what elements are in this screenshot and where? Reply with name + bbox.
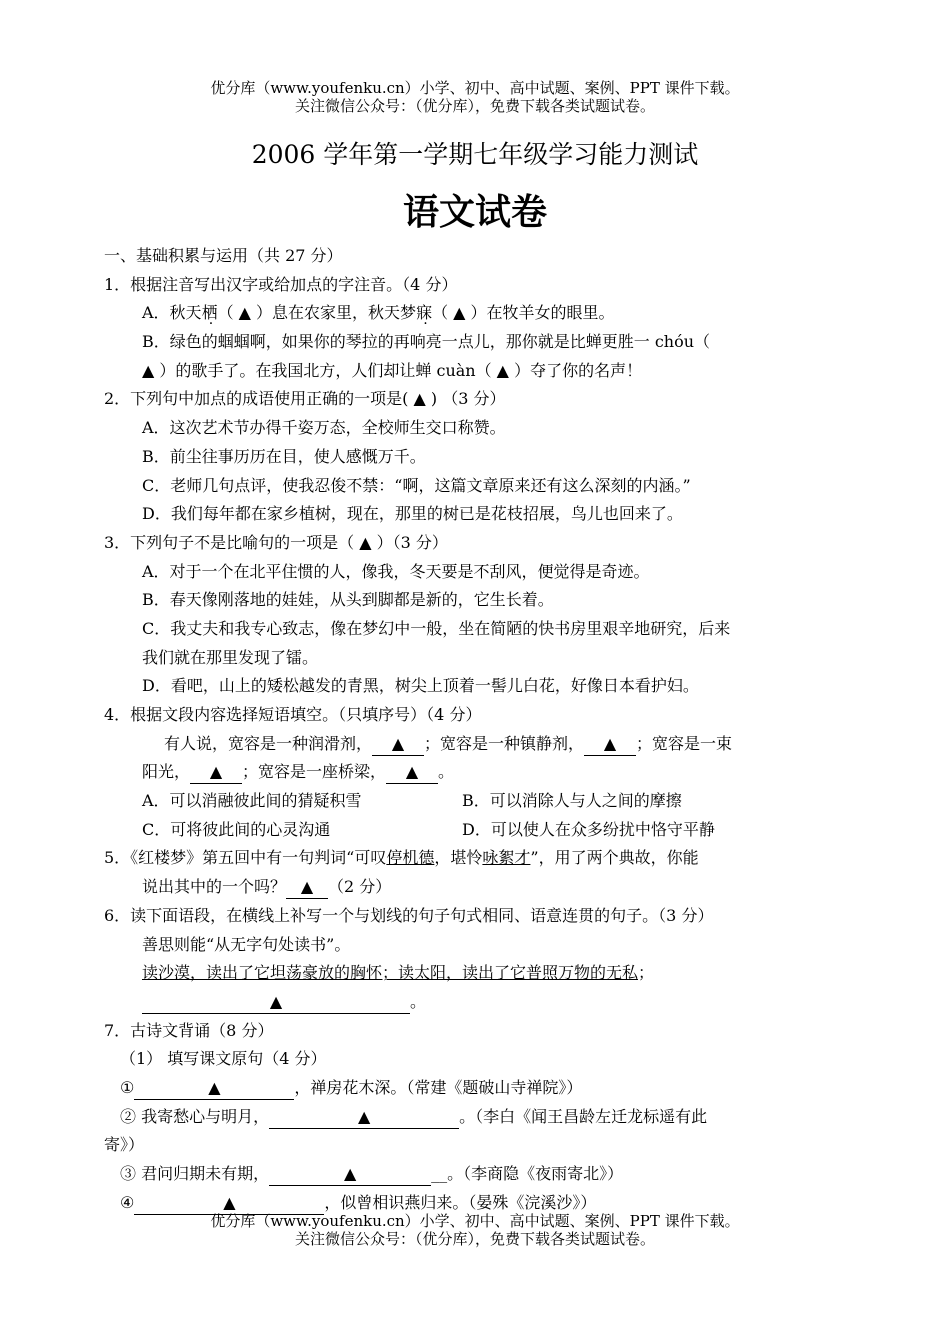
question-2-option-b: B．前尘往事历历在目，使人感慨万千。 bbox=[142, 446, 426, 466]
exam-title: 2006 学年第一学期七年级学习能力测试 bbox=[251, 140, 699, 169]
question-7-item1: ① ▲ ，禅房花木深。（常建《题破山寺禅院》） bbox=[104, 1074, 850, 1103]
question-7-item2: ② 我寄愁心与明月， ▲ 。（李白《闻王昌龄左迁龙标遥有此 bbox=[104, 1103, 850, 1132]
question-1-stem: 1．根据注音写出汉字或给加点的字注音。（4 分） bbox=[104, 274, 458, 294]
question-7-item3: ③ 君问归期未有期， ▲ __。（李商隐《夜雨寄北》） bbox=[104, 1160, 850, 1189]
footer-line-1: 优分库（www.youfenku.cn）小学、初中、高中试题、案例、PPT 课件下载。 bbox=[210, 1212, 740, 1230]
question-3-option-c-line1: C．我丈夫和我专心致志，像在梦幻中一般，坐在简陋的快书房里艰辛地研究，后来 bbox=[142, 618, 731, 638]
dotted-idiom: 花枝招展 bbox=[490, 504, 555, 524]
option-d: D．可以使人在众多纷扰中恪守平静 bbox=[462, 819, 715, 839]
answer-blank[interactable]: ▲ bbox=[286, 876, 328, 899]
answer-blank[interactable]: ▲ bbox=[142, 991, 410, 1014]
answer-blank[interactable]: ▲ bbox=[190, 761, 242, 784]
question-5-line2: 说出其中的一个吗？ ▲ （2 分） bbox=[104, 873, 850, 902]
answer-blank[interactable]: ▲ bbox=[269, 1106, 459, 1129]
page-header bbox=[0, 79, 950, 115]
footer-line-2: 关注微信公众号：（优分库），免费下载各类试题试卷。 bbox=[294, 1230, 655, 1248]
question-6-line2: 读沙漠，读出了它坦荡豪放的胸怀；读太阳，读出了它普照万物的无私； bbox=[142, 963, 655, 983]
header-line-1: 优分库（www.youfenku.cn）小学、初中、高中试题、案例、PPT 课件下载。 bbox=[210, 79, 740, 97]
question-3-option-d: D．看吧，山上的矮松越发的青黑，树尖上顶着一髻儿白花，好像日本看护妇。 bbox=[142, 676, 699, 696]
question-6-stem: 6．读下面语段，在横线上补写一个与划线的句子句式相同、语意连贯的句子。（3 分） bbox=[104, 905, 714, 925]
answer-blank[interactable]: ▲ bbox=[134, 1192, 324, 1215]
section-heading: 一、基础积累与运用（共 27 分） bbox=[104, 246, 343, 265]
question-2-option-c: C．老师几句点评，使我忍俊不禁：“啊，这篇文章原来还有这么深刻的内涵。” bbox=[142, 475, 691, 495]
answer-blank[interactable]: ▲ bbox=[584, 733, 636, 756]
question-2-stem: 2．下列句中加点的成语使用正确的一项是( ▲ ) （3 分） bbox=[104, 389, 506, 409]
dotted-char: 栖 bbox=[201, 303, 218, 323]
question-3-stem: 3．下列句子不是比喻句的一项是（ ▲ ）（3 分） bbox=[104, 532, 448, 552]
underlined-sentence: 读沙漠，读出了它坦荡豪放的胸怀；读太阳，读出了它普照万物的无私 bbox=[142, 963, 639, 983]
dotted-idiom: 千姿万态 bbox=[281, 418, 346, 438]
question-4-options-ab bbox=[104, 787, 850, 816]
option-c: C．可将彼此间的心灵沟通 bbox=[142, 819, 331, 839]
answer-blank[interactable]: ▲ bbox=[134, 1077, 294, 1100]
question-3-option-c-line2: 我们就在那里发现了镭。 bbox=[142, 647, 319, 667]
question-7-item4: ④ ▲ ，似曾相识燕归来。（晏殊《浣溪沙》） bbox=[104, 1189, 850, 1218]
question-7-sub1: （1） 填写课文原句（4 分） bbox=[120, 1049, 327, 1069]
question-3-option-b: B．春天像刚落地的娃娃，从头到脚都是新的，它生长着。 bbox=[142, 590, 554, 610]
question-6-line1: 善思则能“从无字句处读书”。 bbox=[142, 934, 351, 954]
option-a: A．可以消融彼此间的猜疑积雪 bbox=[142, 791, 362, 811]
question-2-option-a: A．这次艺术节办得千姿万态，全校师生交口称赞。 bbox=[142, 418, 506, 438]
question-4-passage-line2: 阳光， ▲ ；宽容是一座桥梁， ▲ 。 bbox=[104, 758, 850, 787]
exam-body bbox=[104, 242, 850, 1217]
answer-blank[interactable]: ▲ bbox=[372, 733, 424, 756]
dotted-char: 寐 bbox=[416, 303, 433, 323]
answer-blank[interactable]: ▲ bbox=[269, 1163, 431, 1186]
option-b: B．可以消除人与人之间的摩擦 bbox=[462, 791, 682, 811]
answer-blank[interactable]: ▲ bbox=[386, 761, 438, 784]
question-7-stem: 7．古诗文背诵（8 分） bbox=[104, 1020, 274, 1040]
question-3-option-a: A．对于一个在北平住惯的人，像我，冬天要是不刮风，便觉得是奇迹。 bbox=[142, 561, 650, 581]
underlined-term: 咏絮才 bbox=[482, 848, 531, 868]
underlined-term: 停机德 bbox=[386, 848, 435, 868]
dotted-idiom: 忍俊不禁 bbox=[314, 475, 379, 495]
question-5-line1: 5．《红楼梦》第五回中有一句判词“可叹停机德，堪怜咏絮才”，用了两个典故，你能 bbox=[104, 848, 699, 868]
page-footer bbox=[0, 1212, 950, 1248]
question-7-item2-cont: 寄》） bbox=[104, 1135, 145, 1155]
question-1-option-a: A．秋天栖（ ▲ ）息在农家里，秋天梦寐（ ▲ ）在牧羊女的眼里。 bbox=[142, 303, 615, 323]
dotted-idiom: 历历在目 bbox=[233, 446, 298, 466]
question-4-passage-line1: 有人说，宽容是一种润滑剂， ▲ ；宽容是一种镇静剂， ▲ ；宽容是一束 bbox=[104, 730, 850, 759]
header-line-2: 关注微信公众号：（优分库），免费下载各类试题试卷。 bbox=[294, 97, 655, 115]
question-4-options-cd bbox=[104, 816, 850, 845]
question-1-option-b-line2: ▲ ）的歌手了。在我国北方，人们却让蝉 cuàn（ ▲ ）夺了你的名声！ bbox=[142, 360, 643, 380]
question-6-line3: ▲ 。 bbox=[104, 988, 850, 1017]
exam-subtitle: 语文试卷 bbox=[402, 192, 547, 233]
question-1-option-b-line1: B．绿色的蝈蝈啊，如果你的琴拉的再响亮一点儿，那你就是比蝉更胜一 chóu（ bbox=[142, 332, 711, 352]
question-2-option-d: D．我们每年都在家乡植树，现在，那里的树已是花枝招展，鸟儿也回来了。 bbox=[142, 504, 683, 524]
question-4-stem: 4．根据文段内容选择短语填空。（只填序号）（4 分） bbox=[104, 705, 482, 724]
